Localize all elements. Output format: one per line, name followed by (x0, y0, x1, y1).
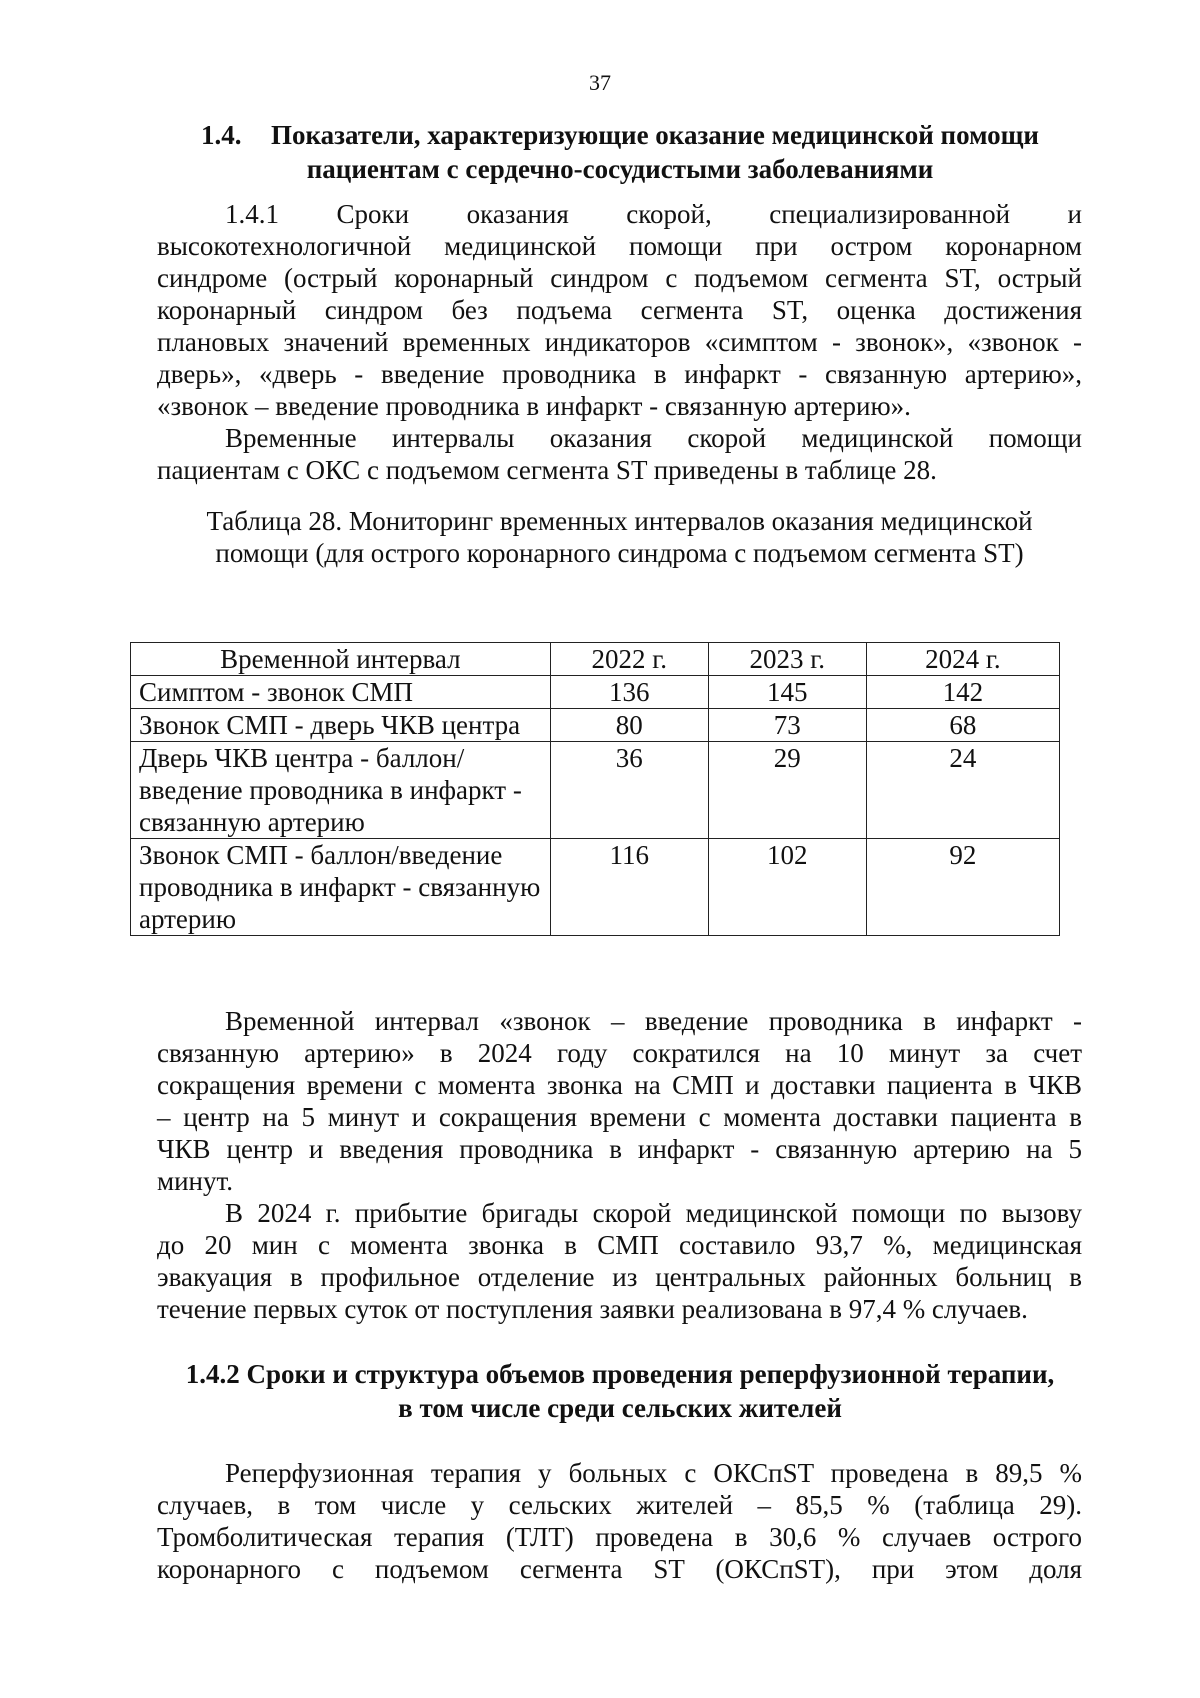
paragraph-line: пациентам с ОКС с подъемом сегмента ST приведены в таблице 28. (157, 455, 937, 485)
cell-2022: 116 (550, 839, 708, 936)
paragraph-line: Тромболитическая терапия (ТЛТ) проведена в 30,6 % случаев острого (157, 1522, 1082, 1552)
paragraph-line: 1.4.1 Сроки оказания скорой, специализированной и (225, 199, 1082, 229)
cell-2024: 68 (866, 709, 1059, 742)
page-number: 37 (589, 70, 611, 95)
paragraph-line: течение первых суток от поступления заявки реализована в 97,4 % случаев. (157, 1294, 1028, 1324)
table-row (131, 676, 1060, 709)
paragraph-line: Реперфузионная терапия у больных с ОКСпST проведена в 89,5 % (225, 1458, 1082, 1488)
row-label: Звонок СМП - баллон/введение проводника в инфаркт - связанную артерию (131, 839, 551, 936)
paragraph-line: ЧКВ центр и введения проводника в инфаркт - связанную артерию на 5 (157, 1134, 1082, 1164)
cell-2022: 36 (550, 742, 708, 839)
paragraph-line: коронарного с подъемом сегмента ST (ОКСпST), при этом доля (157, 1554, 1082, 1584)
paragraph-line: случаев, в том числе у сельских жителей – 85,5 % (таблица 29). (157, 1490, 1082, 1520)
row-label: Звонок СМП - дверь ЧКВ центра (131, 709, 551, 742)
paragraph-reperfusion (157, 1457, 1082, 1585)
paragraph-line: сокращения времени с момента звонка на СМП и доставки пациента в ЧКВ (157, 1070, 1082, 1100)
header-interval: Временной интервал (131, 643, 551, 676)
cell-2023: 29 (708, 742, 866, 839)
cell-2023: 73 (708, 709, 866, 742)
row-label: Дверь ЧКВ центра - баллон/ введение проводника в инфаркт - связанную артерию (131, 742, 551, 839)
section-title-line1: Показатели, характеризующие оказание медицинской помощи (271, 120, 1039, 150)
table-caption-line2: помощи (для острого коронарного синдрома с подъемом сегмента ST) (215, 538, 1024, 568)
subsection-heading (160, 1357, 1080, 1425)
paragraph-line: Временной интервал «звонок – введение проводника в инфаркт - (225, 1006, 1082, 1036)
paragraph-line: плановых значений временных индикаторов «симптом - звонок», «звонок - (157, 327, 1082, 357)
cell-2024: 92 (866, 839, 1059, 936)
paragraph-2024-arrival (157, 1197, 1082, 1325)
section-heading-line1 (160, 118, 1080, 152)
table-row (131, 839, 1060, 936)
cell-2022: 136 (550, 676, 708, 709)
paragraph-line: В 2024 г. прибытие бригады скорой медицинской помощи по вызову (225, 1198, 1082, 1228)
paragraph-1-4-1 (157, 198, 1082, 422)
cell-2023: 102 (708, 839, 866, 936)
table-row (131, 742, 1060, 839)
section-heading (160, 118, 1080, 186)
subsection-title-line1: 1.4.2 Сроки и структура объемов проведения реперфузионной терапии, (185, 1359, 1055, 1389)
paragraph-line: Временные интервалы оказания скорой медицинской помощи (225, 423, 1082, 453)
paragraph-line: «звонок – введение проводника в инфаркт - связанную артерию». (157, 391, 911, 421)
subsection-title-line2: в том числе среди сельских жителей (398, 1393, 842, 1423)
paragraph-line: эвакуация в профильное отделение из центральных районных больниц в (157, 1262, 1082, 1292)
table-caption-line1: Таблица 28. Мониторинг временных интервалов оказания медицинской (206, 506, 1033, 536)
paragraph-line: связанную артерию» в 2024 году сократился на 10 минут за счет (157, 1038, 1082, 1068)
table-caption (157, 505, 1082, 569)
paragraph-line: коронарный синдром без подъема сегмента ST, оценка достижения (157, 295, 1082, 325)
cell-2024: 24 (866, 742, 1059, 839)
cell-2024: 142 (866, 676, 1059, 709)
paragraph-line: – центр на 5 минут и сокращения времени с момента доставки пациента в (157, 1102, 1082, 1132)
section-title-line2: пациентам с сердечно-сосудистыми заболеваниями (306, 154, 934, 184)
paragraph-line: дверь», «дверь - введение проводника в инфаркт - связанную артерию», (157, 359, 1082, 389)
row-label: Симптом - звонок СМП (131, 676, 551, 709)
section-number: 1.4. (201, 120, 242, 150)
paragraph-interval-reduction (157, 1005, 1082, 1197)
table-header-row (131, 643, 1060, 676)
paragraph-line: синдроме (острый коронарный синдром с подъемом сегмента ST, острый (157, 263, 1082, 293)
header-2024: 2024 г. (866, 643, 1059, 676)
paragraph-intervals-intro (157, 422, 1082, 486)
header-2022: 2022 г. (550, 643, 708, 676)
table-28 (130, 642, 1060, 936)
table-row (131, 709, 1060, 742)
paragraph-line: минут. (157, 1166, 234, 1196)
cell-2023: 145 (708, 676, 866, 709)
paragraph-line: до 20 мин с момента звонка в СМП составило 93,7 %, медицинская (157, 1230, 1082, 1260)
cell-2022: 80 (550, 709, 708, 742)
header-2023: 2023 г. (708, 643, 866, 676)
paragraph-line: высокотехнологичной медицинской помощи при остром коронарном (157, 231, 1082, 261)
